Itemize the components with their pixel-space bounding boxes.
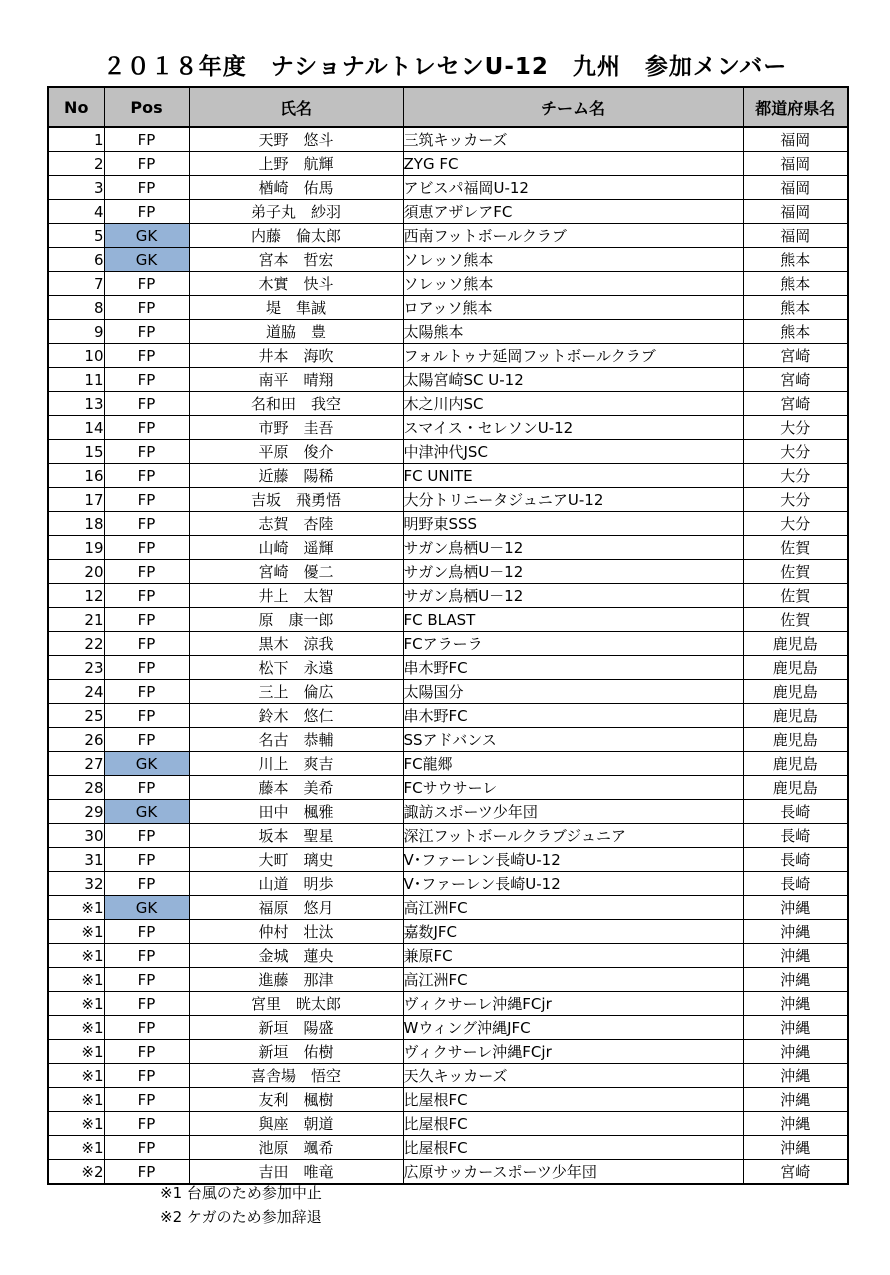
cell-no: 20 (48, 560, 104, 584)
cell-prefecture: 福岡 (743, 224, 848, 248)
table-body (48, 127, 848, 1184)
cell-no: ※1 (48, 920, 104, 944)
cell-name: 川上 爽吉 (189, 752, 403, 776)
cell-pos: FP (104, 1088, 189, 1112)
cell-name: 友利 楓樹 (189, 1088, 403, 1112)
cell-team: サガン鳥栖U－12 (403, 560, 743, 584)
cell-pos: FP (104, 968, 189, 992)
cell-name: 名和田 我空 (189, 392, 403, 416)
cell-pos: FP (104, 728, 189, 752)
cell-no: ※1 (48, 1088, 104, 1112)
cell-pos: GK (104, 800, 189, 824)
cell-prefecture: 宮崎 (743, 344, 848, 368)
cell-team: サガン鳥栖U－12 (403, 584, 743, 608)
cell-pos: GK (104, 896, 189, 920)
table-row (48, 224, 848, 248)
cell-no: ※1 (48, 1112, 104, 1136)
cell-no: ※2 (48, 1160, 104, 1185)
cell-name: 坂本 聖星 (189, 824, 403, 848)
cell-team: V･ファーレン長崎U-12 (403, 848, 743, 872)
cell-no: 21 (48, 608, 104, 632)
cell-name: 市野 圭吾 (189, 416, 403, 440)
cell-name: 宮崎 優二 (189, 560, 403, 584)
cell-name: 志賀 杏陸 (189, 512, 403, 536)
cell-prefecture: 長崎 (743, 872, 848, 896)
cell-prefecture: 大分 (743, 416, 848, 440)
cell-team: ロアッソ熊本 (403, 296, 743, 320)
cell-team: ヴィクサーレ沖縄FCjr (403, 992, 743, 1016)
cell-prefecture: 宮崎 (743, 1160, 848, 1185)
cell-pos: FP (104, 152, 189, 176)
cell-no: 32 (48, 872, 104, 896)
cell-no: 7 (48, 272, 104, 296)
table-row (48, 272, 848, 296)
cell-no: 5 (48, 224, 104, 248)
cell-name: 平原 俊介 (189, 440, 403, 464)
cell-no: 15 (48, 440, 104, 464)
cell-no: ※1 (48, 992, 104, 1016)
cell-no: 16 (48, 464, 104, 488)
cell-team: 太陽宮崎SC U-12 (403, 368, 743, 392)
cell-no: 31 (48, 848, 104, 872)
table-row (48, 296, 848, 320)
cell-no: ※1 (48, 1040, 104, 1064)
cell-name: 内藤 倫太郎 (189, 224, 403, 248)
cell-prefecture: 沖縄 (743, 944, 848, 968)
cell-name: 池原 颯希 (189, 1136, 403, 1160)
table-row (48, 680, 848, 704)
table-row (48, 1040, 848, 1064)
table-row (48, 200, 848, 224)
cell-no: 2 (48, 152, 104, 176)
cell-prefecture: 鹿児島 (743, 752, 848, 776)
cell-pos: FP (104, 536, 189, 560)
table-row (48, 920, 848, 944)
table-row (48, 344, 848, 368)
cell-team: FC龍郷 (403, 752, 743, 776)
cell-team: 太陽国分 (403, 680, 743, 704)
cell-prefecture: 熊本 (743, 248, 848, 272)
cell-prefecture: 鹿児島 (743, 656, 848, 680)
cell-team: 比屋根FC (403, 1136, 743, 1160)
cell-no: 12 (48, 584, 104, 608)
cell-pos: GK (104, 248, 189, 272)
cell-team: 大分トリニータジュニアU-12 (403, 488, 743, 512)
cell-pos: FP (104, 440, 189, 464)
cell-pos: GK (104, 752, 189, 776)
table-row (48, 1064, 848, 1088)
cell-name: 宮里 晄太郎 (189, 992, 403, 1016)
cell-prefecture: 鹿児島 (743, 728, 848, 752)
cell-pos: FP (104, 127, 189, 152)
member-table (47, 86, 849, 1185)
cell-team: 三筑キッカーズ (403, 127, 743, 152)
cell-no: 9 (48, 320, 104, 344)
cell-pos: FP (104, 272, 189, 296)
cell-prefecture: 福岡 (743, 176, 848, 200)
cell-team: FC BLAST (403, 608, 743, 632)
cell-pos: FP (104, 464, 189, 488)
table-row (48, 536, 848, 560)
cell-name: 黒木 涼我 (189, 632, 403, 656)
cell-pos: FP (104, 872, 189, 896)
table-row (48, 656, 848, 680)
footnote-1: ※1 台風のため参加中止 (160, 1184, 322, 1202)
cell-prefecture: 長崎 (743, 848, 848, 872)
cell-pos: FP (104, 200, 189, 224)
cell-pos: FP (104, 1064, 189, 1088)
cell-team: FC UNITE (403, 464, 743, 488)
cell-pos: FP (104, 608, 189, 632)
cell-pos: FP (104, 944, 189, 968)
table-row (48, 512, 848, 536)
cell-no: 10 (48, 344, 104, 368)
cell-pos: FP (104, 1112, 189, 1136)
cell-name: 名古 恭輔 (189, 728, 403, 752)
cell-no: 3 (48, 176, 104, 200)
table-row (48, 800, 848, 824)
cell-prefecture: 大分 (743, 440, 848, 464)
cell-team: ZYG FC (403, 152, 743, 176)
cell-no: ※1 (48, 944, 104, 968)
table-row (48, 176, 848, 200)
cell-name: 道脇 豊 (189, 320, 403, 344)
cell-no: 8 (48, 296, 104, 320)
cell-prefecture: 沖縄 (743, 1112, 848, 1136)
table-row (48, 416, 848, 440)
cell-team: 諏訪スポーツ少年団 (403, 800, 743, 824)
cell-team: 高江洲FC (403, 968, 743, 992)
cell-pos: GK (104, 224, 189, 248)
cell-name: 與座 朝道 (189, 1112, 403, 1136)
table-row (48, 1088, 848, 1112)
cell-team: 串木野FC (403, 656, 743, 680)
cell-pos: FP (104, 416, 189, 440)
cell-no: 27 (48, 752, 104, 776)
table-row (48, 320, 848, 344)
cell-pos: FP (104, 1040, 189, 1064)
cell-pos: FP (104, 848, 189, 872)
cell-name: 新垣 陽盛 (189, 1016, 403, 1040)
cell-no: 11 (48, 368, 104, 392)
cell-no: 22 (48, 632, 104, 656)
cell-prefecture: 沖縄 (743, 920, 848, 944)
cell-pos: FP (104, 176, 189, 200)
cell-team: アビスパ福岡U-12 (403, 176, 743, 200)
table-row (48, 632, 848, 656)
cell-team: V･ファーレン長崎U-12 (403, 872, 743, 896)
cell-team: Wウィング沖縄JFC (403, 1016, 743, 1040)
cell-no: 25 (48, 704, 104, 728)
cell-name: 山道 明歩 (189, 872, 403, 896)
cell-name: 原 康一郎 (189, 608, 403, 632)
cell-prefecture: 熊本 (743, 272, 848, 296)
cell-pos: FP (104, 920, 189, 944)
cell-no: 18 (48, 512, 104, 536)
cell-team: 中津沖代JSC (403, 440, 743, 464)
cell-team: フォルトゥナ延岡フットボールクラブ (403, 344, 743, 368)
cell-team: 串木野FC (403, 704, 743, 728)
table-row (48, 440, 848, 464)
cell-team: 嘉数JFC (403, 920, 743, 944)
table-row (48, 824, 848, 848)
table-row (48, 584, 848, 608)
cell-name: 山崎 遥輝 (189, 536, 403, 560)
cell-name: 鈴木 悠仁 (189, 704, 403, 728)
cell-pos: FP (104, 512, 189, 536)
cell-team: 広原サッカースポーツ少年団 (403, 1160, 743, 1185)
cell-pos: FP (104, 392, 189, 416)
cell-team: 比屋根FC (403, 1112, 743, 1136)
cell-name: 福原 悠月 (189, 896, 403, 920)
cell-pos: FP (104, 368, 189, 392)
cell-name: 吉坂 飛勇悟 (189, 488, 403, 512)
table-header-row (48, 87, 848, 127)
cell-pos: FP (104, 680, 189, 704)
cell-name: 進藤 那津 (189, 968, 403, 992)
cell-name: 喜舎場 悟空 (189, 1064, 403, 1088)
cell-team: 明野東SSS (403, 512, 743, 536)
cell-prefecture: 福岡 (743, 127, 848, 152)
cell-pos: FP (104, 344, 189, 368)
cell-pos: FP (104, 1136, 189, 1160)
table-row (48, 560, 848, 584)
cell-no: ※1 (48, 896, 104, 920)
table-row (48, 608, 848, 632)
cell-name: 堤 隼誠 (189, 296, 403, 320)
cell-no: ※1 (48, 1016, 104, 1040)
cell-name: 吉田 唯竜 (189, 1160, 403, 1185)
cell-prefecture: 宮崎 (743, 368, 848, 392)
cell-prefecture: 長崎 (743, 824, 848, 848)
column-header-team: チーム名 (403, 87, 743, 127)
cell-prefecture: 佐賀 (743, 608, 848, 632)
cell-no: 14 (48, 416, 104, 440)
column-header-no: No (48, 87, 104, 127)
cell-prefecture: 宮崎 (743, 392, 848, 416)
cell-prefecture: 熊本 (743, 320, 848, 344)
footnotes (160, 1181, 322, 1229)
cell-team: ソレッソ熊本 (403, 272, 743, 296)
cell-team: ソレッソ熊本 (403, 248, 743, 272)
table-row (48, 1136, 848, 1160)
table-row (48, 127, 848, 152)
table-row (48, 872, 848, 896)
cell-pos: FP (104, 992, 189, 1016)
cell-name: 仲村 壮汰 (189, 920, 403, 944)
table-row (48, 392, 848, 416)
cell-pos: FP (104, 656, 189, 680)
cell-pos: FP (104, 320, 189, 344)
cell-prefecture: 沖縄 (743, 1064, 848, 1088)
cell-name: 藤本 美希 (189, 776, 403, 800)
cell-name: 金城 蓮央 (189, 944, 403, 968)
cell-prefecture: 沖縄 (743, 1136, 848, 1160)
cell-no: 23 (48, 656, 104, 680)
table-row (48, 848, 848, 872)
cell-no: 29 (48, 800, 104, 824)
cell-pos: FP (104, 560, 189, 584)
table-row (48, 368, 848, 392)
cell-team: 須恵アザレアFC (403, 200, 743, 224)
cell-pos: FP (104, 584, 189, 608)
table-row (48, 1016, 848, 1040)
table-row (48, 752, 848, 776)
table-row (48, 776, 848, 800)
cell-name: 天野 悠斗 (189, 127, 403, 152)
table-row (48, 968, 848, 992)
cell-prefecture: 佐賀 (743, 584, 848, 608)
cell-prefecture: 佐賀 (743, 536, 848, 560)
cell-prefecture: 沖縄 (743, 1088, 848, 1112)
cell-prefecture: 鹿児島 (743, 632, 848, 656)
cell-pos: FP (104, 776, 189, 800)
cell-team: ヴィクサーレ沖縄FCjr (403, 1040, 743, 1064)
cell-name: 宮本 哲宏 (189, 248, 403, 272)
cell-name: 弟子丸 紗羽 (189, 200, 403, 224)
table-row (48, 992, 848, 1016)
cell-prefecture: 長崎 (743, 800, 848, 824)
cell-prefecture: 大分 (743, 512, 848, 536)
cell-no: 19 (48, 536, 104, 560)
cell-name: 田中 楓雅 (189, 800, 403, 824)
cell-team: 太陽熊本 (403, 320, 743, 344)
cell-name: 楢崎 佑馬 (189, 176, 403, 200)
cell-no: 26 (48, 728, 104, 752)
cell-team: FCアラーラ (403, 632, 743, 656)
cell-pos: FP (104, 1160, 189, 1185)
table-row (48, 1112, 848, 1136)
cell-prefecture: 大分 (743, 464, 848, 488)
cell-pos: FP (104, 488, 189, 512)
cell-no: 28 (48, 776, 104, 800)
cell-prefecture: 佐賀 (743, 560, 848, 584)
table-row (48, 248, 848, 272)
cell-prefecture: 沖縄 (743, 968, 848, 992)
cell-team: 深江フットボールクラブジュニア (403, 824, 743, 848)
table-row (48, 896, 848, 920)
cell-team: SSアドバンス (403, 728, 743, 752)
table-row (48, 464, 848, 488)
cell-name: 上野 航輝 (189, 152, 403, 176)
cell-prefecture: 鹿児島 (743, 680, 848, 704)
table-row (48, 704, 848, 728)
cell-no: 30 (48, 824, 104, 848)
cell-no: 13 (48, 392, 104, 416)
table-row (48, 728, 848, 752)
cell-prefecture: 沖縄 (743, 896, 848, 920)
cell-prefecture: 福岡 (743, 200, 848, 224)
cell-team: 西南フットボールクラブ (403, 224, 743, 248)
cell-prefecture: 福岡 (743, 152, 848, 176)
footnote-2: ※2 ケガのため参加辞退 (160, 1208, 322, 1226)
cell-pos: FP (104, 704, 189, 728)
cell-team: 天久キッカーズ (403, 1064, 743, 1088)
cell-name: 松下 永遠 (189, 656, 403, 680)
table-row (48, 152, 848, 176)
cell-no: ※1 (48, 1064, 104, 1088)
cell-team: 高江洲FC (403, 896, 743, 920)
cell-team: 兼原FC (403, 944, 743, 968)
cell-team: 比屋根FC (403, 1088, 743, 1112)
cell-team: スマイス・セレソンU-12 (403, 416, 743, 440)
cell-name: 井上 太智 (189, 584, 403, 608)
cell-no: 4 (48, 200, 104, 224)
cell-no: 1 (48, 127, 104, 152)
cell-name: 三上 倫広 (189, 680, 403, 704)
page-title: ２０１８年度 ナショナルトレセンU-12 九州 参加メンバー (102, 54, 788, 80)
column-header-pos: Pos (104, 87, 189, 127)
cell-no: 24 (48, 680, 104, 704)
cell-pos: FP (104, 296, 189, 320)
cell-name: 新垣 佑樹 (189, 1040, 403, 1064)
table-row (48, 488, 848, 512)
cell-team: FCサウサーレ (403, 776, 743, 800)
cell-no: 6 (48, 248, 104, 272)
cell-name: 近藤 陽稀 (189, 464, 403, 488)
cell-prefecture: 鹿児島 (743, 704, 848, 728)
cell-prefecture: 鹿児島 (743, 776, 848, 800)
column-header-prefecture: 都道府県名 (743, 87, 848, 127)
cell-prefecture: 熊本 (743, 296, 848, 320)
cell-no: ※1 (48, 1136, 104, 1160)
cell-team: 木之川内SC (403, 392, 743, 416)
cell-pos: FP (104, 1016, 189, 1040)
cell-name: 木實 快斗 (189, 272, 403, 296)
cell-prefecture: 沖縄 (743, 1040, 848, 1064)
cell-no: 17 (48, 488, 104, 512)
cell-prefecture: 大分 (743, 488, 848, 512)
cell-name: 南平 晴翔 (189, 368, 403, 392)
cell-prefecture: 沖縄 (743, 992, 848, 1016)
cell-name: 井本 海吹 (189, 344, 403, 368)
cell-prefecture: 沖縄 (743, 1016, 848, 1040)
cell-pos: FP (104, 632, 189, 656)
cell-no: ※1 (48, 968, 104, 992)
cell-team: サガン鳥栖U－12 (403, 536, 743, 560)
column-header-name: 氏名 (189, 87, 403, 127)
cell-name: 大町 璃史 (189, 848, 403, 872)
cell-pos: FP (104, 824, 189, 848)
table-row (48, 944, 848, 968)
